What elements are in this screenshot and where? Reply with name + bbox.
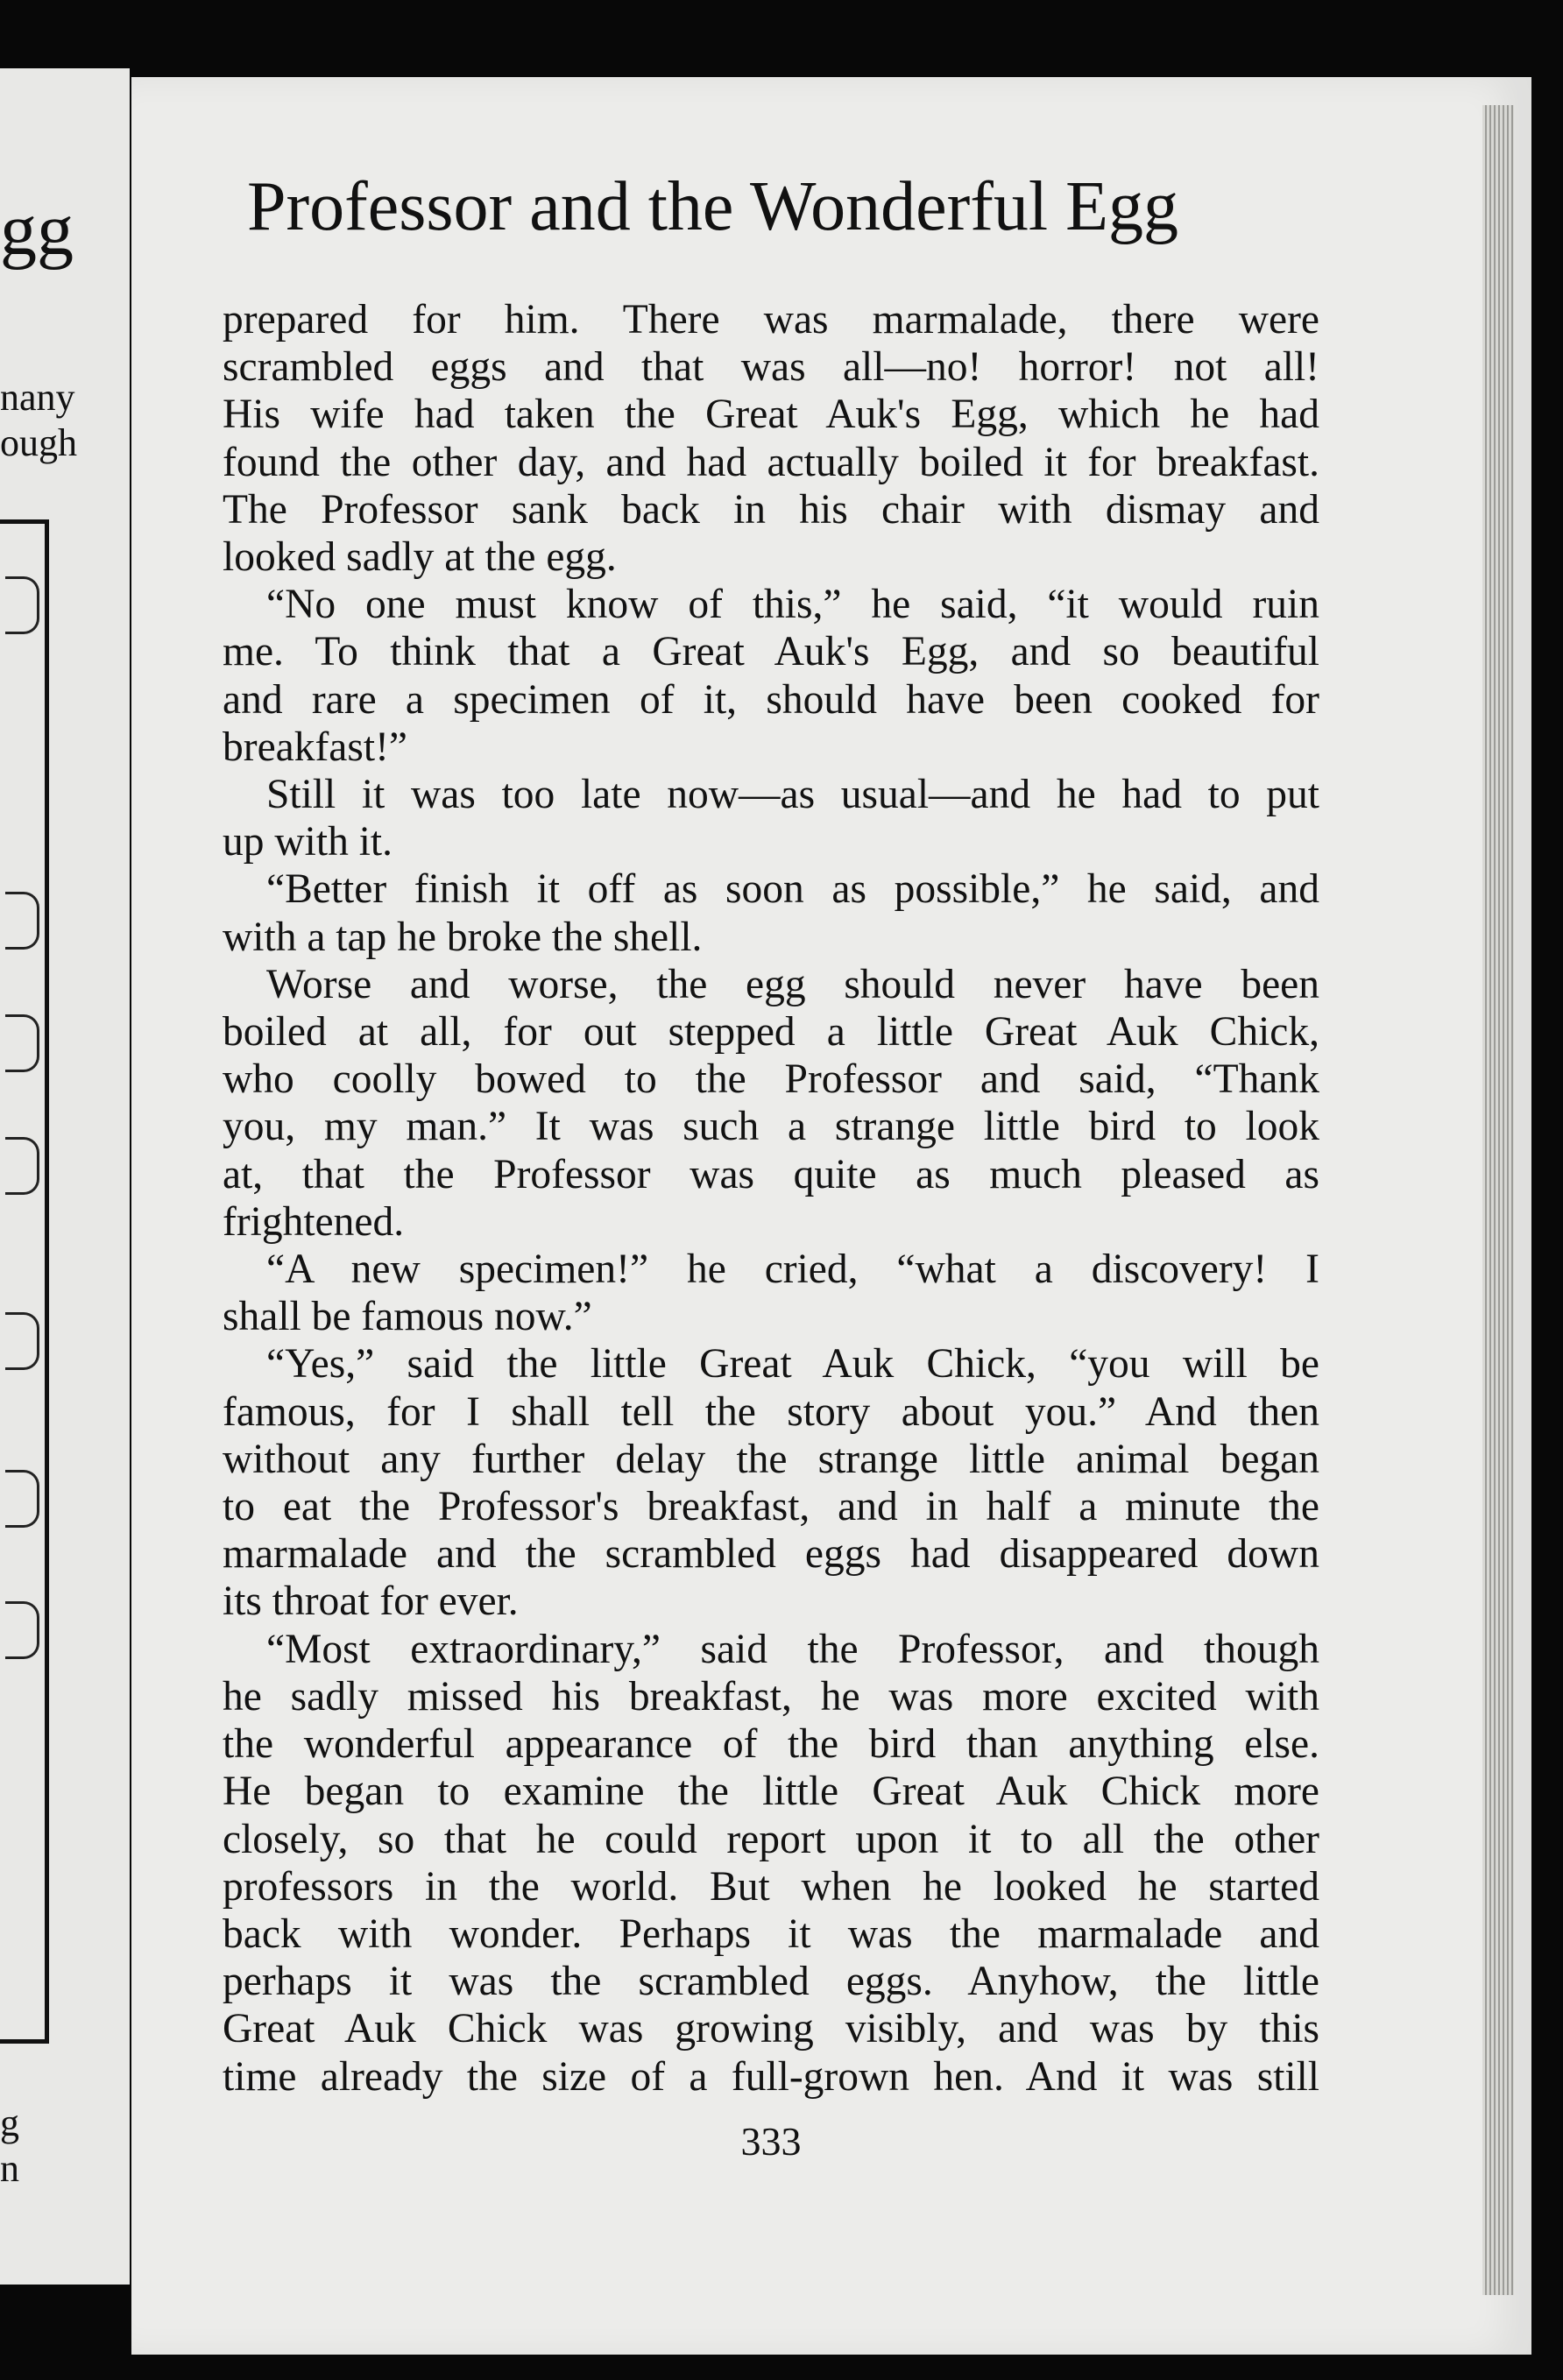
text-line: you, my man.” It was such a strange little bird to look (223, 1104, 1319, 1150)
text-line: prepared for him. There was marmalade, there were (223, 297, 1319, 343)
text-line: shall be famous now.” (223, 1294, 592, 1340)
text-line: closely, so that he could report upon it to all the other (223, 1816, 1319, 1862)
text-line: time already the size of a full-grown hen. And it was still (223, 2053, 1319, 2100)
text-line: Worse and worse, the egg should never have been (266, 961, 1319, 1007)
page-body (223, 296, 1319, 2101)
text-line: perhaps it was the scrambled eggs. Anyhow, the little (223, 1959, 1319, 2005)
paragraph (223, 296, 1319, 581)
paragraph (223, 865, 1319, 960)
facing-page-illustration (0, 519, 49, 2044)
text-line: he sadly missed his breakfast, he was more excited with (223, 1673, 1319, 1720)
text-line: Great Auk Chick was growing visibly, and was by this (223, 2006, 1319, 2052)
paragraph (223, 581, 1319, 771)
facing-page-text (0, 375, 130, 466)
text-line: The Professor sank back in his chair with dismay and (223, 486, 1319, 533)
running-header: Professor and the Wonderful Egg (247, 168, 1178, 245)
text-line: the wonderful appearance of the bird than anything else. (223, 1721, 1319, 1768)
text-line: Still it was too late now—as usual—and he had to put (266, 772, 1319, 818)
text-line: breakfast!” (223, 724, 407, 770)
text-line: “Yes,” said the little Great Auk Chick, “you will be (266, 1341, 1319, 1388)
text-line: boiled at all, for out stepped a little Great Auk Chick, (223, 1009, 1319, 1056)
text-line: marmalade and the scrambled eggs had disappeared down (223, 1531, 1319, 1578)
text-line: His wife had taken the Great Auk's Egg, which he had (223, 392, 1319, 438)
facing-page-line: g (0, 2101, 19, 2144)
text-line: its throat for ever. (223, 1578, 519, 1625)
text-line: found the other day, and had actually boiled it for breakfast. (223, 439, 1319, 485)
facing-page (0, 68, 130, 2285)
paragraph (223, 771, 1319, 865)
text-line: looked sadly at the egg. (223, 534, 617, 581)
text-line: “Better finish it off as soon as possible,” he said, and (266, 866, 1319, 913)
facing-page-line: n (0, 2147, 19, 2190)
text-line: professors in the world. But when he looked he started (223, 1863, 1319, 1910)
paragraph (223, 1626, 1319, 2101)
paragraph (223, 961, 1319, 1246)
text-line: me. To think that a Great Auk's Egg, and so beautiful (223, 629, 1319, 675)
text-line: “No one must know of this,” he said, “it would ruin (266, 582, 1319, 628)
text-line: without any further delay the strange little animal began (223, 1436, 1319, 1482)
text-line: to eat the Professor's breakfast, and in half a minute the (223, 1484, 1319, 1530)
facing-page-line: ough (0, 421, 77, 464)
text-line: frightened. (223, 1198, 405, 1245)
page-edges (1482, 105, 1514, 2295)
text-line: famous, for I shall tell the story about you.” And then (223, 1388, 1319, 1435)
text-line: up with it. (223, 819, 393, 865)
facing-page-line: nany (0, 376, 75, 419)
text-line: He began to examine the little Great Auk Chick more (223, 1769, 1319, 1815)
page-number: 333 (740, 2119, 802, 2164)
text-line: “Most extraordinary,” said the Professor, and though (266, 1626, 1319, 1672)
text-line: with a tap he broke the shell. (223, 914, 703, 960)
facing-page-heading: gg (0, 191, 74, 270)
paragraph (223, 1340, 1319, 1625)
text-line: at, that the Professor was quite as much pleased as (223, 1151, 1319, 1197)
facing-page-text-bottom (0, 2101, 130, 2192)
text-line: who coolly bowed to the Professor and said, “Thank (223, 1056, 1319, 1103)
paragraph (223, 1246, 1319, 1340)
text-line: back with wonder. Perhaps it was the marmalade and (223, 1910, 1319, 1957)
text-line: and rare a specimen of it, should have been cooked for (223, 676, 1319, 723)
text-line: scrambled eggs and that was all—no! horror! not all! (223, 344, 1319, 391)
text-line: “A new specimen!” he cried, “what a discovery! I (266, 1246, 1319, 1293)
